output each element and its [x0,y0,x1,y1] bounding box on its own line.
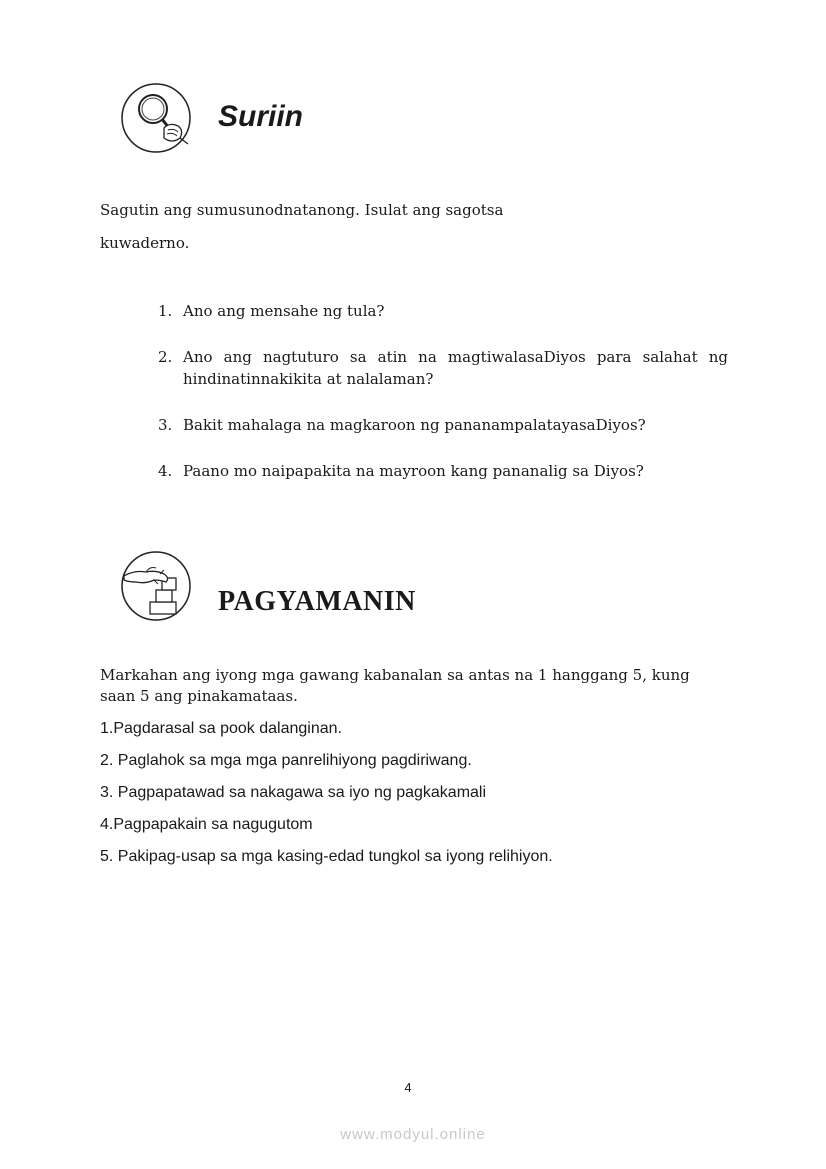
watermark-text: www.modyul.online [340,1126,486,1143]
list-item: 3. Pagpapatawad sa nakagawa sa iyo ng pagkakamali [100,784,487,801]
list-item: 1.Pagdarasal sa pook dalanginan. [100,720,342,737]
list-item: 4.Pagpapakain sa nagugutom [100,816,313,833]
list-item: 5. Pakipag-usap sa mga kasing-edad tungkol sa iyong relihiyon. [100,848,553,865]
pagyamanin-instruction: Markahan ang iyong mga gawang kabanalan sa antas na 1 hanggang 5, kung saan 5 ang pinakamataas. [100,666,690,705]
pagyamanin-item-list [100,718,553,878]
suriin-question-list [158,300,728,482]
section-title-suriin: Suriin [218,100,304,133]
question-text: Bakit mahalaga na magkaroon ng pananampalatayasaDiyos? [183,416,646,434]
question-item [158,300,728,322]
magnifying-glass-hand-icon [120,82,192,154]
list-item: 2. Paglahok sa mga mga panrelihiyong pagdiriwang. [100,752,472,769]
question-text: Paano mo naipapakita na mayroon kang pananalig sa Diyos? [183,462,644,480]
suriin-instruction-line2: kuwaderno. [100,234,190,252]
question-text: Ano ang nagtuturo sa atin na magtiwalasaDiyos para salahat ng hindinatinnakikita at nalalaman? [183,348,728,388]
question-item [158,346,728,390]
page-number: 4 [404,1080,412,1095]
question-item [158,414,728,436]
question-item [158,460,728,482]
suriin-instruction-line1: Sagutin ang sumusunodnatanong. Isulat ang sagotsa [100,201,504,219]
hand-stacking-blocks-icon [120,550,192,622]
section-title-pagyamanin: PAGYAMANIN [218,586,416,617]
question-number: 3. [158,416,173,434]
question-number: 1. [158,302,173,320]
question-number: 2. [158,348,173,366]
question-number: 4. [158,462,173,480]
question-text: Ano ang mensahe ng tula? [183,302,385,320]
